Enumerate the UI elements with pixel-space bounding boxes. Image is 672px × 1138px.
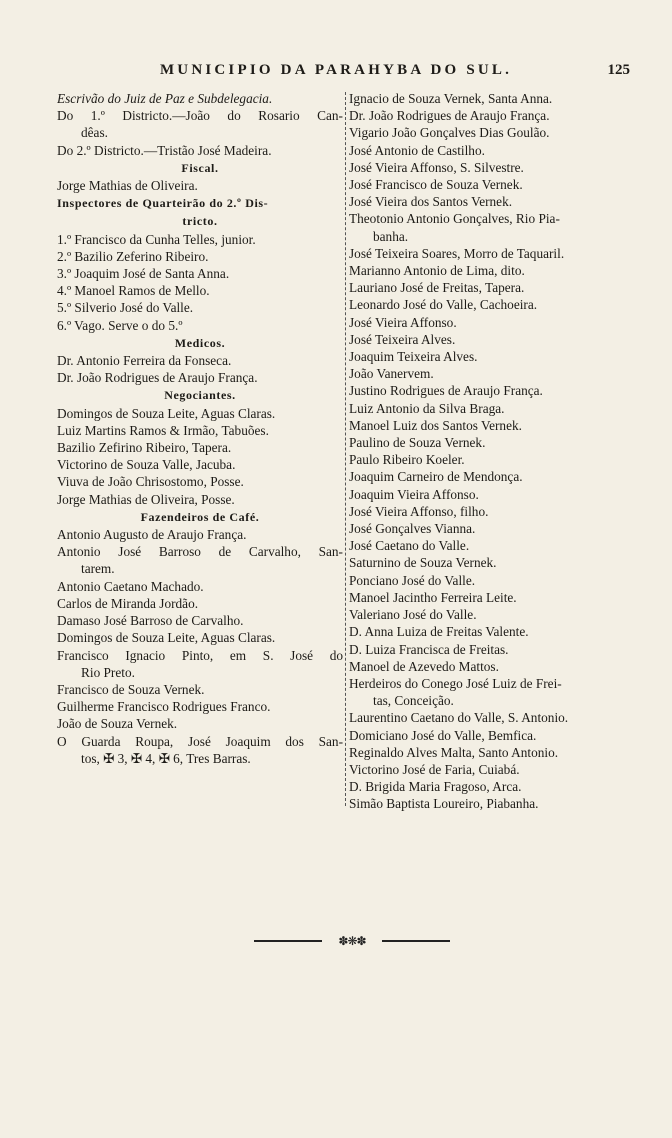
list-item: Manoel de Azevedo Mattos.	[349, 658, 499, 674]
end-ornament	[254, 934, 450, 948]
list-item: Laurentino Caetano do Valle, S. Antonio.	[349, 710, 569, 726]
list-item: Joaquim Teixeira Alves.	[349, 349, 478, 365]
page-header	[0, 62, 672, 86]
inspectores-heading: Inspectores de Quarteirão do 2.º Dis-	[57, 196, 269, 211]
list-item: D. Brigida Maria Fragoso, Arca.	[349, 779, 522, 795]
inspectores-heading-cont: tricto.	[182, 214, 218, 229]
list-item: Luiz Antonio da Silva Braga.	[349, 400, 505, 416]
list-item: José Vieira Affonso, S. Silvestre.	[349, 159, 524, 175]
escrivao-heading: Escrivão do Juiz de Paz e Subdelegacia.	[57, 91, 273, 106]
list-item: Saturnino de Souza Vernek.	[349, 555, 497, 571]
list-item: Ignacio de Souza Vernek, Santa Anna.	[349, 91, 553, 106]
list-item: Vigario João Gonçalves Dias Goulão.	[349, 125, 550, 141]
list-item: Jorge Mathias de Oliveira.	[57, 178, 198, 194]
list-item: Joaquim Vieira Affonso.	[349, 486, 479, 502]
list-item: Theotonio Antonio Gonçalves, Rio Pia-	[349, 211, 560, 227]
list-item: tos, ✠ 3, ✠ 4, ✠ 6, Tres Barras.	[81, 750, 251, 766]
list-item: Bazilio Zefirino Ribeiro, Tapera.	[57, 440, 232, 456]
list-item: José Antonio de Castilho.	[349, 142, 485, 158]
fazendeiros-heading: Fazendeiros de Café.	[140, 509, 260, 524]
list-item: Lauriano José de Freitas, Tapera.	[349, 280, 525, 296]
list-item: 2.º Bazilio Zeferino Ribeiro.	[57, 248, 209, 264]
list-item: Leonardo José do Valle, Cachoeira.	[349, 297, 538, 313]
list-item: 1.º Francisco da Cunha Telles, junior.	[57, 231, 256, 247]
list-item: tas, Conceição.	[373, 693, 454, 709]
fiscal-heading: Fiscal.	[181, 160, 219, 175]
list-item: Antonio Augusto de Araujo França.	[57, 527, 247, 543]
list-item: Herdeiros do Conego José Luiz de Frei-	[349, 675, 562, 691]
list-item: Antonio José Barroso de Carvalho, San-	[57, 544, 343, 560]
list-item: 4.º Manoel Ramos de Mello.	[57, 283, 210, 299]
ornament-rule-right	[382, 940, 450, 942]
list-item: José Vieira dos Santos Vernek.	[349, 194, 513, 210]
list-item: Luiz Martins Ramos & Irmão, Tabuões.	[57, 422, 269, 438]
list-item: José Teixeira Alves.	[349, 331, 456, 347]
page-number: 125	[607, 62, 630, 78]
list-item: Carlos de Miranda Jordão.	[57, 595, 199, 611]
ornament-rule-left	[254, 940, 322, 942]
list-item: José Caetano do Valle.	[349, 538, 470, 554]
list-item: Francisco Ignacio Pinto, em S. José do	[57, 647, 343, 663]
list-item: Paulo Ribeiro Koeler.	[349, 452, 465, 468]
list-item: Valeriano José do Valle.	[349, 607, 477, 623]
list-item: Marianno Antonio de Lima, dito.	[349, 263, 525, 279]
list-item: 5.º Silverio José do Valle.	[57, 300, 194, 316]
ornament-flourish-icon: ✽❋✽	[338, 934, 366, 948]
column-divider	[345, 92, 346, 806]
list-item: Guilherme Francisco Rodrigues Franco.	[57, 699, 271, 715]
list-item: Domingos de Souza Leite, Aguas Claras.	[57, 630, 276, 646]
list-item: Dr. Antonio Ferreira da Fonseca.	[57, 353, 232, 369]
list-item: José Teixeira Soares, Morro de Taquaril.	[349, 245, 565, 261]
list-item: 3.º Joaquim José de Santa Anna.	[57, 266, 230, 282]
list-item: D. Luiza Francisca de Freitas.	[349, 641, 509, 657]
list-item: Simão Baptista Loureiro, Piabanha.	[349, 796, 539, 812]
list-item: D. Anna Luiza de Freitas Valente.	[349, 624, 529, 640]
list-item: Francisco de Souza Vernek.	[57, 681, 205, 697]
list-item: Rio Preto.	[81, 664, 135, 680]
list-item: Reginaldo Alves Malta, Santo Antonio.	[349, 744, 559, 760]
list-item: Domingos de Souza Leite, Aguas Claras.	[57, 405, 276, 421]
list-item: José Vieira Affonso, filho.	[349, 503, 489, 519]
list-item: Joaquim Carneiro de Mendonça.	[349, 469, 523, 485]
left-column	[57, 90, 343, 767]
negociantes-heading: Negociantes.	[164, 388, 236, 403]
list-item: Victorino de Souza Valle, Jacuba.	[57, 457, 236, 473]
list-item: Viuva de João Chrisostomo, Posse.	[57, 474, 244, 490]
list-item: Damaso José Barroso de Carvalho.	[57, 613, 244, 629]
medicos-heading: Medicos.	[174, 335, 226, 350]
list-item: Do 1.º Districto.—João do Rosario Can-	[57, 108, 343, 124]
list-item: Victorino José de Faria, Cuiabá.	[349, 761, 520, 777]
list-item: Antonio Caetano Machado.	[57, 578, 204, 594]
list-item: José Vieira Affonso.	[349, 314, 457, 330]
list-item: Do 2.º Districto.—Tristão José Madeira.	[57, 142, 272, 158]
list-item: José Francisco de Souza Vernek.	[349, 177, 523, 193]
list-item: O Guarda Roupa, José Joaquim dos San-	[57, 733, 343, 749]
list-item: Justino Rodrigues de Araujo França.	[349, 383, 543, 399]
page-title: MUNICIPIO DA PARAHYBA DO SUL.	[159, 62, 513, 78]
list-item: 6.º Vago. Serve o do 5.º	[57, 317, 183, 333]
list-item: Paulino de Souza Vernek.	[349, 435, 486, 451]
list-item: Manoel Jacintho Ferreira Leite.	[349, 589, 517, 605]
list-item: dêas.	[81, 125, 108, 141]
list-item: banha.	[373, 228, 409, 244]
list-item: José Gonçalves Vianna.	[349, 521, 476, 537]
list-item: Dr. João Rodrigues de Araujo França.	[57, 370, 258, 386]
list-item: João de Souza Vernek.	[57, 716, 178, 732]
list-item: Dr. João Rodrigues de Araujo França.	[349, 108, 550, 124]
list-item: Domiciano José do Valle, Bemfica.	[349, 727, 537, 743]
list-item: Ponciano José do Valle.	[349, 572, 476, 588]
list-item: Jorge Mathias de Oliveira, Posse.	[57, 491, 235, 507]
list-item: tarem.	[81, 561, 115, 577]
right-column	[349, 90, 639, 813]
list-item: Manoel Luiz dos Santos Vernek.	[349, 417, 522, 433]
list-item: João Vanervem.	[349, 366, 434, 382]
